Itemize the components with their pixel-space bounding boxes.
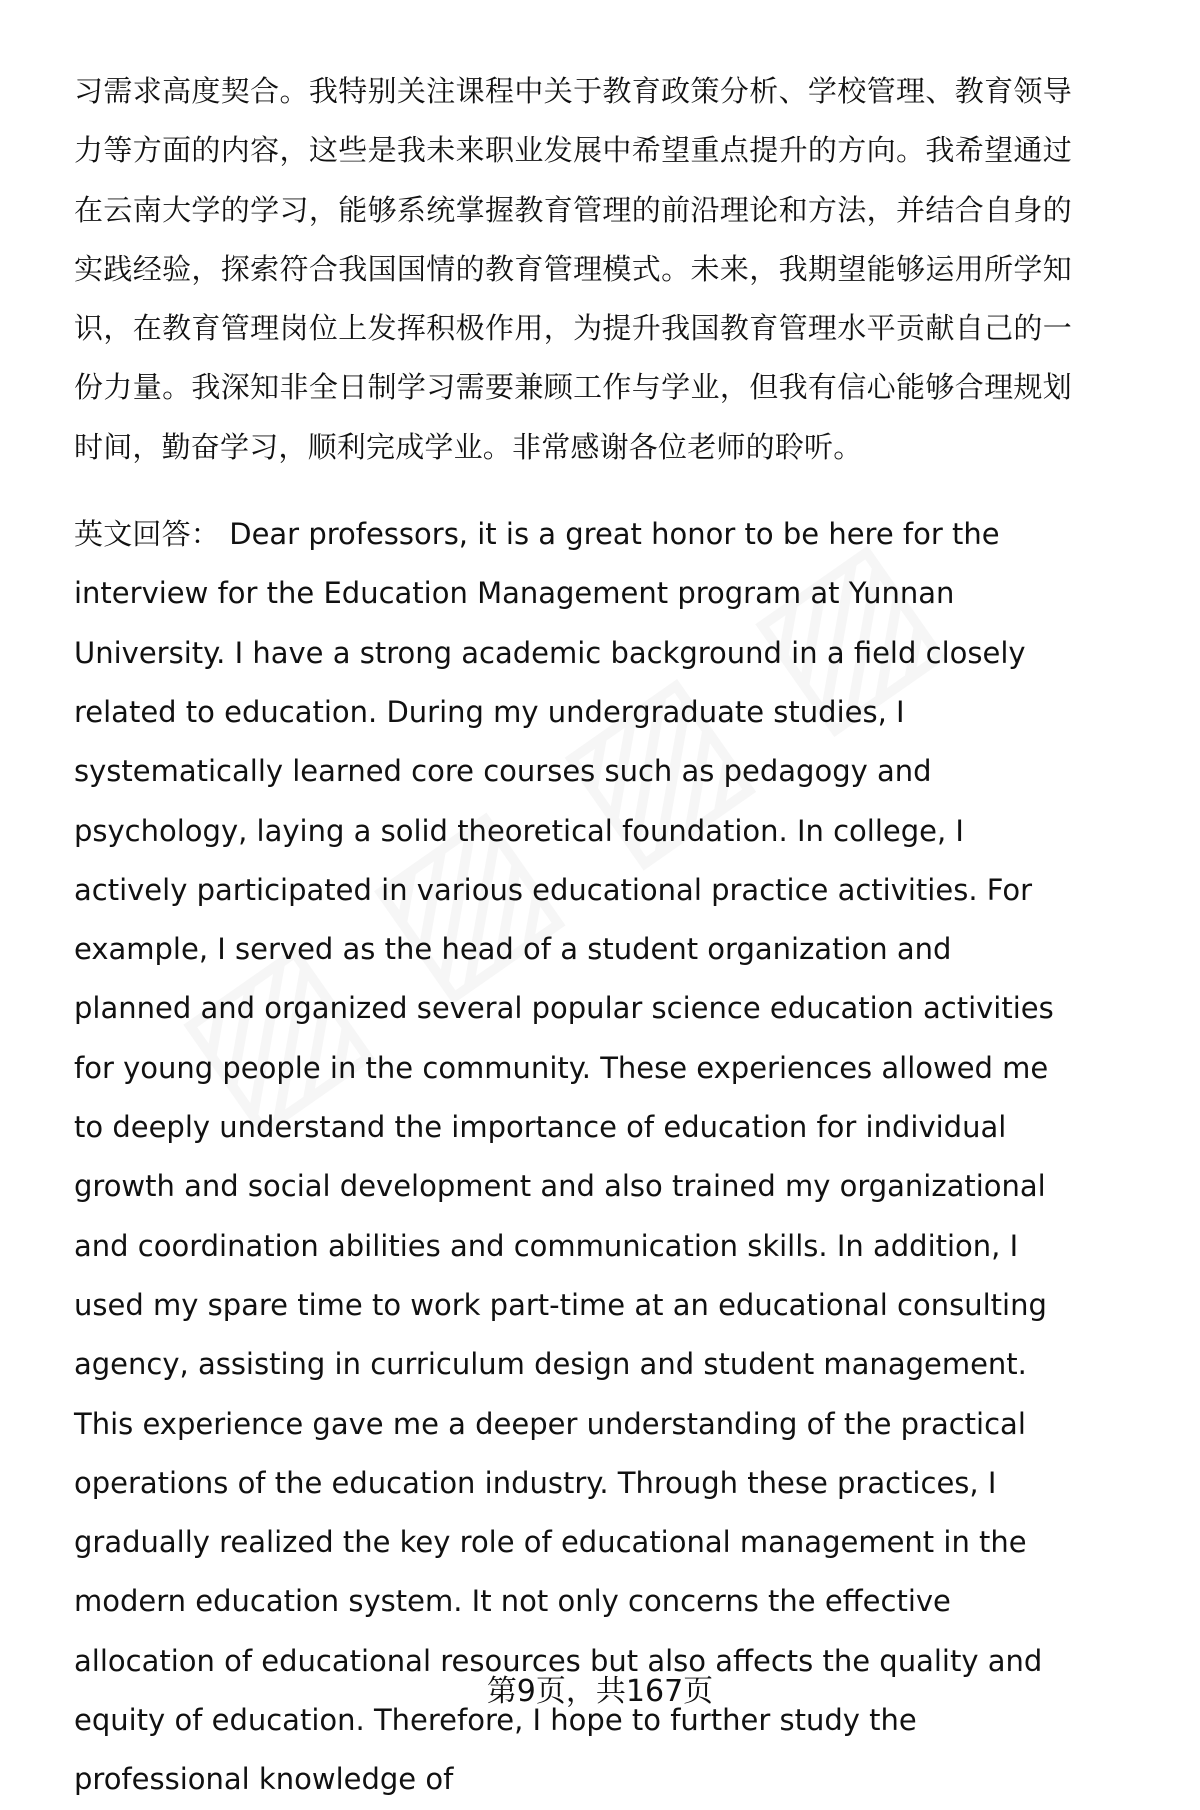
english-answer-label: 英文回答： bbox=[74, 517, 221, 552]
english-answer-paragraph bbox=[74, 505, 1072, 1810]
english-answer-text: Dear professors, it is a great honor to be here for the interview for the Education Management program at Yunnan University. I have a strong academic background in a field closely related to education. During my undergraduate studies, I systematically learned core courses such as pedagogy and psychology, laying a solid theoretical foundation. In college, I actively participated in various educational practice activities. For example, I served as the head of a student organization and planned and organized several popular science education activities for young people in the community. These experiences allowed me to deeply understand the importance of education for individual growth and social development and also trained my organizational and coordination abilities and communication skills. In addition, I used my spare time to work part-time at an educational consulting agency, assisting in curriculum design and student management. This experience gave me a deeper understanding of the practical operations of the education industry. Through these practices, I gradually realized the key role of educational management in the modern education system. It not only concerns the effective allocation of educational resources but also affects the quality and equity of education. Therefore, I hope to further study the professional knowledge of bbox=[74, 517, 1054, 1797]
chinese-answer-paragraph: 习需求高度契合。我特别关注课程中关于教育政策分析、学校管理、教育领导力等方面的内容，这些是我未来职业发展中希望重点提升的方向。我希望通过在云南大学的学习，能够系统掌握教育管理的前沿理论和方法，并结合自身的实践经验，探索符合我国国情的教育管理模式。未来，我期望能够运用所学知识，在教育管理岗位上发挥积极作用，为提升我国教育管理水平贡献自己的一份力量。我深知非全日制学习需要兼顾工作与学业，但我有信心能够合理规划时间，勤奋学习，顺利完成学业。非常感谢各位老师的聆听。 bbox=[74, 74, 1072, 464]
page-number-footer: 第9页，共167页 bbox=[486, 1674, 714, 1709]
